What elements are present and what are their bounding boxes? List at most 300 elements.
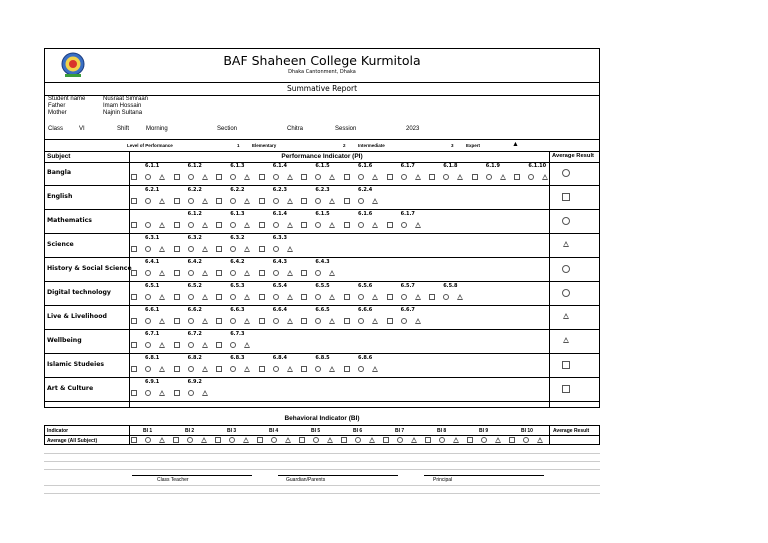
elementary-box-icon[interactable] (174, 246, 180, 252)
bi-label: BI 1 (143, 428, 153, 434)
behavioral-avg-header: Average Result (553, 428, 590, 434)
intermediate-circle-icon[interactable] (145, 366, 151, 372)
expert-triangle-icon[interactable] (329, 270, 335, 276)
elementary-box-icon[interactable] (131, 437, 137, 443)
intermediate-circle-icon[interactable] (230, 198, 236, 204)
elementary-box-icon[interactable] (509, 437, 515, 443)
elementary-box-icon[interactable] (216, 294, 222, 300)
class-label: Class (48, 126, 64, 132)
expert-triangle-icon[interactable] (202, 222, 208, 228)
elementary-box-icon[interactable] (174, 318, 180, 324)
pi-code: 6.1.10 (528, 163, 547, 169)
intermediate-circle-icon[interactable] (145, 174, 151, 180)
elementary-box-icon[interactable] (216, 270, 222, 276)
pi-code: 6.7.3 (230, 331, 245, 337)
bi-label: BI 6 (353, 428, 363, 434)
elementary-box-icon[interactable] (259, 198, 265, 204)
expert-triangle-icon[interactable] (329, 198, 335, 204)
elementary-box-icon[interactable] (299, 437, 305, 443)
elementary-box-icon[interactable] (131, 246, 137, 252)
report-title: Summative Report (45, 82, 599, 96)
expert-triangle-icon[interactable] (244, 198, 250, 204)
elementary-box-icon[interactable] (259, 174, 265, 180)
subject-divider (129, 151, 130, 407)
subject-name: Live & Livelihood (47, 313, 107, 320)
pi-code: 6.6.7 (400, 307, 415, 313)
expert-triangle-icon[interactable] (159, 366, 165, 372)
intermediate-circle-icon[interactable] (145, 222, 151, 228)
bi-label: BI 3 (227, 428, 237, 434)
intermediate-circle-icon[interactable] (230, 342, 236, 348)
shift-label: Shift (117, 126, 130, 132)
intermediate-circle-icon[interactable] (443, 174, 449, 180)
intermediate-circle-icon[interactable] (315, 222, 321, 228)
elementary-box-icon[interactable] (259, 222, 265, 228)
pi-code: 6.1.5 (315, 163, 330, 169)
intermediate-circle-icon[interactable] (230, 246, 236, 252)
intermediate-circle-icon[interactable] (273, 198, 279, 204)
intermediate-circle-icon[interactable] (230, 222, 236, 228)
subject-name: Wellbeing (47, 337, 82, 344)
pi-code: 6.5.1 (145, 283, 160, 289)
elementary-box-icon[interactable] (301, 198, 307, 204)
intermediate-circle-icon[interactable] (188, 294, 194, 300)
elementary-box-icon[interactable] (514, 174, 520, 180)
mother-name: Najnin Sultana (103, 110, 143, 116)
intermediate-circle-icon[interactable] (271, 437, 277, 443)
expert-triangle-icon[interactable] (500, 174, 506, 180)
expert-triangle-icon[interactable] (201, 437, 207, 443)
pi-code: 6.9.2 (187, 379, 202, 385)
expert-triangle-icon[interactable] (542, 174, 548, 180)
expert-triangle-icon[interactable] (202, 174, 208, 180)
elementary-box-icon[interactable] (174, 294, 180, 300)
elementary-box-icon[interactable] (259, 318, 265, 324)
intermediate-circle-icon[interactable] (145, 198, 151, 204)
pi-code: 6.1.2 (187, 163, 202, 169)
intermediate-circle-icon[interactable] (358, 222, 364, 228)
pi-code: 6.7.1 (145, 331, 160, 337)
elementary-box-icon[interactable] (131, 390, 137, 396)
elementary-box-icon[interactable] (131, 318, 137, 324)
class-value: VI (79, 126, 85, 132)
expert-triangle-icon[interactable] (372, 366, 378, 372)
intermediate-circle-icon[interactable] (188, 198, 194, 204)
elementary-box-icon[interactable] (131, 198, 137, 204)
pi-code: 6.3.2 (187, 235, 202, 241)
college-name: BAF Shaheen College Kurmitola (223, 53, 421, 68)
section-value: Chitra (287, 126, 304, 132)
intermediate-circle-icon[interactable] (230, 174, 236, 180)
pi-code: 6.8.3 (230, 355, 245, 361)
intermediate-circle-icon[interactable] (273, 270, 279, 276)
summative-report-sheet (44, 48, 600, 408)
elementary-box-icon[interactable] (216, 174, 222, 180)
expert-triangle-icon[interactable] (372, 318, 378, 324)
intermediate-circle-icon[interactable] (145, 294, 151, 300)
elementary-box-icon[interactable] (425, 437, 431, 443)
elementary-box-icon[interactable] (131, 366, 137, 372)
expert-triangle-icon[interactable] (159, 198, 165, 204)
expert-triangle-icon[interactable] (329, 366, 335, 372)
elementary-box-icon[interactable] (383, 437, 389, 443)
expert-triangle-icon[interactable] (329, 318, 335, 324)
expert-triangle-icon[interactable] (287, 366, 293, 372)
expert-triangle-icon[interactable] (457, 294, 463, 300)
expert-triangle-icon[interactable] (411, 437, 417, 443)
expert-triangle-icon[interactable] (327, 437, 333, 443)
pi-code: 6.2.3 (272, 187, 288, 193)
intermediate-circle-icon[interactable] (145, 342, 151, 348)
bi-label: BI 8 (437, 428, 447, 434)
mother-label: Mother (48, 110, 67, 116)
elementary-box-icon[interactable] (174, 222, 180, 228)
intermediate-circle-icon[interactable] (229, 437, 235, 443)
elementary-box-icon[interactable] (344, 174, 350, 180)
intermediate-circle-icon[interactable] (188, 390, 194, 396)
pi-code: 6.6.2 (187, 307, 202, 313)
expert-triangle-icon[interactable] (457, 174, 463, 180)
section-label: Section (217, 126, 238, 132)
intermediate-circle-icon[interactable] (358, 198, 364, 204)
elementary-box-icon[interactable] (174, 366, 180, 372)
pi-code: 6.1.7 (400, 163, 415, 169)
elementary-box-icon[interactable] (174, 174, 180, 180)
pi-code: 6.5.5 (315, 283, 330, 289)
average-triangle-icon (563, 241, 569, 247)
expert-triangle-icon[interactable] (202, 294, 208, 300)
expert-triangle-icon[interactable] (159, 222, 165, 228)
expert-triangle-icon[interactable] (453, 437, 459, 443)
expert-triangle-icon[interactable] (202, 270, 208, 276)
intermediate-circle-icon[interactable] (315, 174, 321, 180)
elementary-box-icon[interactable] (472, 174, 478, 180)
elementary-box-icon[interactable] (216, 342, 222, 348)
bi-label: BI 2 (185, 428, 195, 434)
pi-code: 6.4.3 (315, 259, 330, 265)
expert-triangle-icon: ▲ (512, 141, 519, 148)
pi-code: 6.1.5 (315, 211, 330, 217)
intermediate-circle-icon[interactable] (188, 366, 194, 372)
subject-column-header: Subject (47, 153, 71, 160)
elementary-box-icon[interactable] (216, 198, 222, 204)
expert-triangle-icon[interactable] (329, 294, 335, 300)
expert-triangle-icon[interactable] (287, 198, 293, 204)
intermediate-circle-icon[interactable] (145, 390, 151, 396)
expert-triangle-icon[interactable] (244, 246, 250, 252)
intermediate-circle-icon[interactable] (188, 270, 194, 276)
pi-code: 6.8.1 (145, 355, 160, 361)
expert-triangle-icon[interactable] (159, 390, 165, 396)
intermediate-circle-icon[interactable] (401, 222, 407, 228)
expert-triangle-icon[interactable] (202, 366, 208, 372)
expert-triangle-icon[interactable] (202, 198, 208, 204)
expert-triangle-icon[interactable] (287, 246, 293, 252)
elementary-box-icon[interactable] (259, 270, 265, 276)
intermediate-circle-icon[interactable] (145, 318, 151, 324)
intermediate-circle-icon[interactable] (230, 270, 236, 276)
expert-triangle-icon[interactable] (244, 342, 250, 348)
expert-triangle-icon[interactable] (287, 318, 293, 324)
average-square-icon (562, 385, 570, 393)
pi-code: 6.8.2 (187, 355, 202, 361)
expert-triangle-icon[interactable] (244, 366, 250, 372)
intermediate-circle-icon[interactable] (230, 366, 236, 372)
intermediate-circle-icon[interactable] (273, 222, 279, 228)
expert-triangle-icon[interactable] (415, 222, 421, 228)
elementary-box-icon[interactable] (344, 318, 350, 324)
student-name-label: Student name (48, 96, 86, 102)
pi-code: 6.1.2 (187, 211, 202, 217)
expert-triangle-icon[interactable] (159, 342, 165, 348)
father-name: Imam Hossain (103, 103, 142, 109)
bi-label: BI 10 (521, 428, 533, 434)
expert-triangle-icon[interactable] (329, 174, 335, 180)
elementary-box-icon[interactable] (174, 270, 180, 276)
elementary-box-icon[interactable] (259, 366, 265, 372)
pi-code: 6.1.8 (443, 163, 458, 169)
intermediate-circle-icon[interactable] (358, 318, 364, 324)
elementary-box-icon[interactable] (173, 437, 179, 443)
intermediate-circle-icon[interactable] (315, 198, 321, 204)
intermediate-circle-icon[interactable] (188, 246, 194, 252)
elementary-box-icon[interactable] (131, 222, 137, 228)
session-value: 2023 (406, 126, 420, 132)
pi-code: 6.2.2 (187, 187, 202, 193)
intermediate-circle-icon[interactable] (230, 318, 236, 324)
elementary-box-icon[interactable] (344, 222, 350, 228)
intermediate-circle-icon[interactable] (188, 318, 194, 324)
expert-triangle-icon[interactable] (159, 437, 165, 443)
shift-value: Morning (146, 126, 168, 132)
elementary-box-icon[interactable] (344, 294, 350, 300)
elementary-box-icon[interactable] (257, 437, 263, 443)
elementary-box-icon[interactable] (301, 222, 307, 228)
student-name: Nusraat Simraan (103, 96, 149, 102)
elementary-box-icon[interactable] (131, 294, 137, 300)
expert-triangle-icon[interactable] (287, 222, 293, 228)
subject-name: English (47, 193, 73, 200)
expert-triangle-icon[interactable] (159, 318, 165, 324)
intermediate-circle-icon[interactable] (188, 174, 194, 180)
intermediate-circle-icon[interactable] (230, 294, 236, 300)
elementary-box-icon[interactable] (174, 390, 180, 396)
elementary-box-icon[interactable] (301, 174, 307, 180)
bi-label: BI 7 (395, 428, 405, 434)
intermediate-circle-icon[interactable] (313, 437, 319, 443)
elementary-box-icon[interactable] (301, 366, 307, 372)
expert-triangle-icon[interactable] (244, 174, 250, 180)
pi-column-header: Performance Indicator (PI) (281, 153, 363, 160)
pi-code: 6.5.2 (187, 283, 202, 289)
intermediate-circle-icon[interactable] (397, 437, 403, 443)
elementary-box-icon[interactable] (259, 246, 265, 252)
pi-code: 6.2.4 (358, 187, 373, 193)
subject-name: Bangla (47, 169, 72, 176)
expert-triangle-icon[interactable] (202, 390, 208, 396)
bi-label: BI 5 (311, 428, 321, 434)
pi-code: 6.3.3 (272, 235, 288, 241)
pi-code: 6.6.6 (358, 307, 373, 313)
behavioral-title: Behavioral Indicator (BI) (284, 415, 360, 422)
intermediate-circle-icon[interactable] (358, 366, 364, 372)
elementary-box-icon[interactable] (215, 437, 221, 443)
elementary-box-icon[interactable] (341, 437, 347, 443)
intermediate-circle-icon[interactable] (273, 318, 279, 324)
intermediate-circle-icon[interactable] (273, 246, 279, 252)
pi-code: 6.1.1 (145, 163, 160, 169)
pi-code: 6.1.6 (358, 211, 373, 217)
elementary-box-icon[interactable] (344, 198, 350, 204)
intermediate-circle-icon[interactable] (145, 437, 151, 443)
expert-triangle-icon[interactable] (285, 437, 291, 443)
expert-triangle-icon[interactable] (159, 246, 165, 252)
intermediate-circle-icon[interactable] (523, 437, 529, 443)
intermediate-circle-icon[interactable] (486, 174, 492, 180)
level-3-label: Expert (466, 143, 481, 148)
performance-levels (45, 139, 599, 151)
intermediate-circle-icon[interactable] (355, 437, 361, 443)
avg-column-header: Average Result (552, 153, 594, 159)
intermediate-circle-icon[interactable] (273, 174, 279, 180)
level-1-number: 1 (237, 143, 240, 148)
average-circle-icon (562, 265, 570, 273)
elementary-box-icon[interactable] (387, 174, 393, 180)
pi-code: 6.6.1 (145, 307, 160, 313)
average-circle-icon (562, 217, 570, 225)
elementary-box-icon[interactable] (301, 270, 307, 276)
expert-triangle-icon[interactable] (372, 294, 378, 300)
pi-code: 6.4.1 (145, 259, 160, 265)
pi-code: 6.4.2 (230, 259, 245, 265)
expert-triangle-icon[interactable] (287, 294, 293, 300)
pi-code: 6.1.4 (272, 211, 288, 217)
indicator-label: Indicator (47, 428, 69, 434)
intermediate-circle-icon[interactable] (273, 366, 279, 372)
pi-code: 6.1.3 (230, 211, 245, 217)
pi-code: 6.5.8 (443, 283, 458, 289)
intermediate-circle-icon[interactable] (401, 174, 407, 180)
elementary-box-icon[interactable] (259, 294, 265, 300)
elementary-box-icon[interactable] (131, 342, 137, 348)
elementary-box-icon[interactable] (174, 342, 180, 348)
expert-triangle-icon[interactable] (287, 174, 293, 180)
expert-triangle-icon[interactable] (202, 246, 208, 252)
expert-triangle-icon[interactable] (243, 437, 249, 443)
level-2-label: Intermediate (358, 143, 385, 148)
elementary-box-icon[interactable] (387, 222, 393, 228)
expert-triangle-icon[interactable] (329, 222, 335, 228)
intermediate-circle-icon[interactable] (315, 366, 321, 372)
pi-code: 6.8.6 (358, 355, 373, 361)
elementary-box-icon[interactable] (301, 294, 307, 300)
pi-code: 6.5.4 (272, 283, 288, 289)
pi-code: 6.3.2 (230, 235, 245, 241)
expert-triangle-icon[interactable] (369, 437, 375, 443)
expert-triangle-icon[interactable] (244, 222, 250, 228)
elementary-box-icon[interactable] (216, 222, 222, 228)
pi-code: 6.2.2 (230, 187, 245, 193)
intermediate-circle-icon[interactable] (315, 270, 321, 276)
level-3-number: 3 (451, 143, 454, 148)
pi-code: 6.9.1 (145, 379, 160, 385)
elementary-box-icon[interactable] (429, 294, 435, 300)
intermediate-circle-icon[interactable] (188, 342, 194, 348)
subject-name: Mathematics (47, 217, 92, 224)
expert-triangle-icon[interactable] (244, 270, 250, 276)
subject-name: Science (47, 241, 74, 248)
expert-triangle-icon[interactable] (372, 198, 378, 204)
intermediate-circle-icon[interactable] (273, 294, 279, 300)
expert-triangle-icon[interactable] (202, 342, 208, 348)
intermediate-circle-icon[interactable] (315, 294, 321, 300)
elementary-box-icon[interactable] (174, 198, 180, 204)
pi-code: 6.1.7 (400, 211, 415, 217)
expert-triangle-icon[interactable] (537, 437, 543, 443)
elementary-box-icon[interactable] (387, 318, 393, 324)
intermediate-circle-icon[interactable] (401, 294, 407, 300)
pi-code: 6.5.7 (400, 283, 415, 289)
intermediate-circle-icon[interactable] (145, 270, 151, 276)
pi-code: 6.1.3 (230, 163, 245, 169)
average-square-icon (562, 193, 570, 201)
expert-triangle-icon[interactable] (159, 294, 165, 300)
pi-code: 6.5.3 (230, 283, 245, 289)
intermediate-circle-icon[interactable] (188, 222, 194, 228)
expert-triangle-icon[interactable] (202, 318, 208, 324)
expert-triangle-icon[interactable] (415, 294, 421, 300)
elementary-box-icon[interactable] (216, 318, 222, 324)
elementary-box-icon[interactable] (467, 437, 473, 443)
elementary-box-icon[interactable] (131, 174, 137, 180)
expert-triangle-icon[interactable] (415, 318, 421, 324)
intermediate-circle-icon[interactable] (401, 318, 407, 324)
intermediate-circle-icon[interactable] (358, 174, 364, 180)
subject-name: Islamic Studeies (47, 361, 105, 368)
expert-triangle-icon[interactable] (372, 174, 378, 180)
intermediate-circle-icon[interactable] (315, 318, 321, 324)
intermediate-circle-icon[interactable] (439, 437, 445, 443)
expert-triangle-icon[interactable] (415, 174, 421, 180)
intermediate-circle-icon[interactable] (187, 437, 193, 443)
expert-triangle-icon[interactable] (244, 318, 250, 324)
intermediate-circle-icon[interactable] (481, 437, 487, 443)
elementary-box-icon[interactable] (387, 294, 393, 300)
elementary-box-icon[interactable] (216, 366, 222, 372)
elementary-box-icon[interactable] (301, 318, 307, 324)
intermediate-circle-icon[interactable] (358, 294, 364, 300)
subject-name: Art & Culture (47, 385, 94, 392)
average-triangle-icon (563, 313, 569, 319)
expert-triangle-icon[interactable] (372, 222, 378, 228)
pi-code: 6.2.3 (315, 187, 330, 193)
expert-triangle-icon[interactable] (244, 294, 250, 300)
expert-triangle-icon[interactable] (159, 174, 165, 180)
elementary-box-icon[interactable] (216, 246, 222, 252)
avg-divider (549, 151, 550, 407)
pi-code: 6.8.5 (315, 355, 330, 361)
expert-triangle-icon[interactable] (159, 270, 165, 276)
elementary-box-icon[interactable] (344, 366, 350, 372)
pi-code: 6.1.6 (358, 163, 373, 169)
intermediate-circle-icon[interactable] (145, 246, 151, 252)
intermediate-circle-icon[interactable] (528, 174, 534, 180)
expert-triangle-icon[interactable] (495, 437, 501, 443)
expert-triangle-icon[interactable] (287, 270, 293, 276)
intermediate-circle-icon[interactable] (443, 294, 449, 300)
elementary-box-icon[interactable] (131, 270, 137, 276)
elementary-box-icon[interactable] (429, 174, 435, 180)
